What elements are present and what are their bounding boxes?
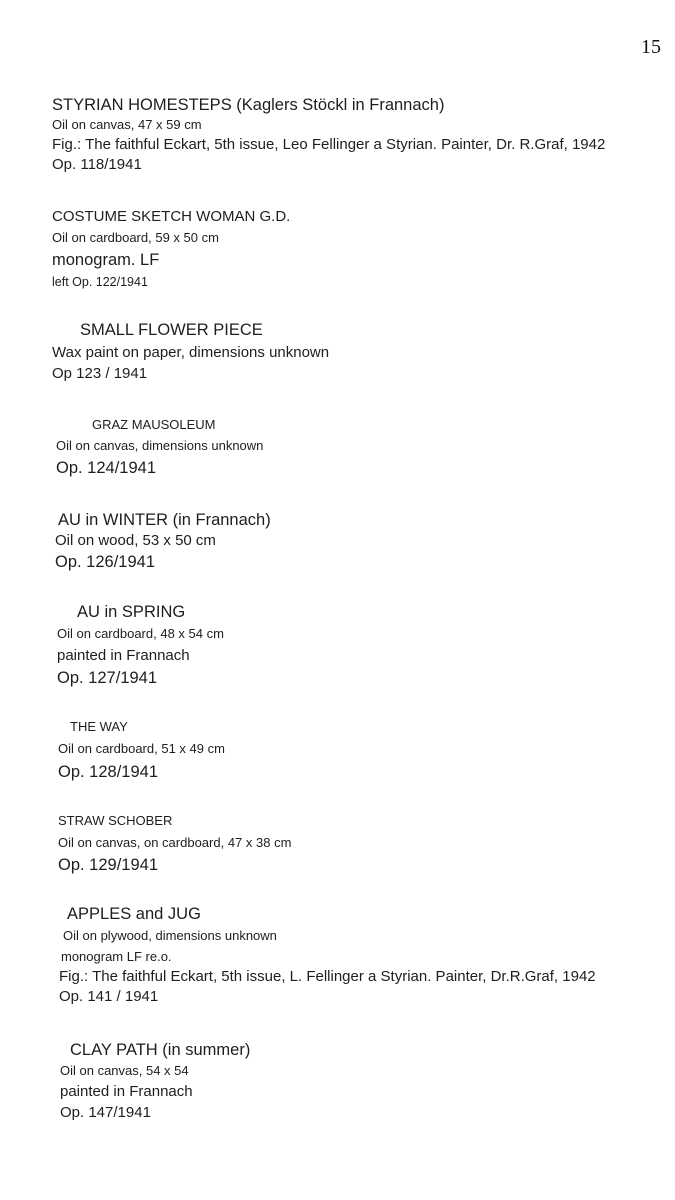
catalog-entry [52,207,290,293]
catalog-entry [58,811,291,875]
catalog-entry [52,319,329,383]
entry-opus: Op. 128/1941 [58,763,158,781]
entry-title: GRAZ MAUSOLEUM [92,417,216,432]
entry-figure-reference: Fig.: The faithful Eckart, 5th issue, Leo Fellinger a Styrian. Painter, Dr. R.Graf, 1942 [52,136,606,153]
entry-title: AU in WINTER (in Frannach) [58,511,271,529]
entry-note: painted in Frannach [60,1083,193,1100]
catalog-entry [59,903,596,1007]
entry-medium: Oil on canvas, on cardboard, 47 x 38 cm [58,835,292,850]
entry-figure-reference: Fig.: The faithful Eckart, 5th issue, L. Fellinger a Styrian. Painter, Dr.R.Graf, 1942 [59,968,596,985]
entry-title: THE WAY [70,719,128,734]
catalog-entry [58,717,225,783]
entry-opus: Op. 147/1941 [60,1104,151,1121]
entry-opus: Op 123 / 1941 [52,365,148,382]
entry-opus: Op. 127/1941 [57,669,157,687]
entry-title: STYRIAN HOMESTEPS (Kaglers Stöckl in Frannach) [52,96,445,114]
entry-title: COSTUME SKETCH WOMAN G.D. [52,208,291,225]
entry-opus: left Op. 122/1941 [52,275,148,289]
entry-medium: Oil on plywood, dimensions unknown [63,928,277,943]
catalog-entry [55,509,271,573]
entry-title: SMALL FLOWER PIECE [80,321,263,339]
entry-medium: Oil on wood, 53 x 50 cm [55,532,216,549]
entry-opus: Op. 118/1941 [52,156,142,173]
entry-opus: Op. 126/1941 [55,553,155,571]
entry-note: monogram. LF [52,251,160,269]
entry-opus: Op. 141 / 1941 [59,988,159,1005]
entry-medium: Wax paint on paper, dimensions unknown [52,344,330,361]
entry-medium: Oil on cardboard, 48 x 54 cm [57,626,224,641]
page-number: 15 [641,36,661,58]
entry-opus: Op. 124/1941 [56,459,156,477]
catalog-entry [57,601,224,689]
entry-note: painted in Frannach [57,647,190,664]
entry-opus: Op. 129/1941 [58,856,158,874]
entry-medium: Oil on canvas, dimensions unknown [56,438,264,453]
entry-title: CLAY PATH (in summer) [70,1041,251,1059]
entry-medium: Oil on canvas, 54 x 54 [60,1063,189,1078]
entry-medium: Oil on cardboard, 59 x 50 cm [52,230,219,245]
entry-title: STRAW SCHOBER [58,813,173,828]
entry-title: AU in SPRING [77,603,186,621]
entry-medium: Oil on cardboard, 51 x 49 cm [58,741,225,756]
entry-title: APPLES and JUG [67,905,201,923]
catalog-entry [56,415,263,479]
entry-note: monogram LF re.o. [61,949,172,964]
entry-medium: Oil on canvas, 47 x 59 cm [52,117,202,132]
catalog-entry [60,1039,250,1123]
catalog-entry [52,95,605,175]
